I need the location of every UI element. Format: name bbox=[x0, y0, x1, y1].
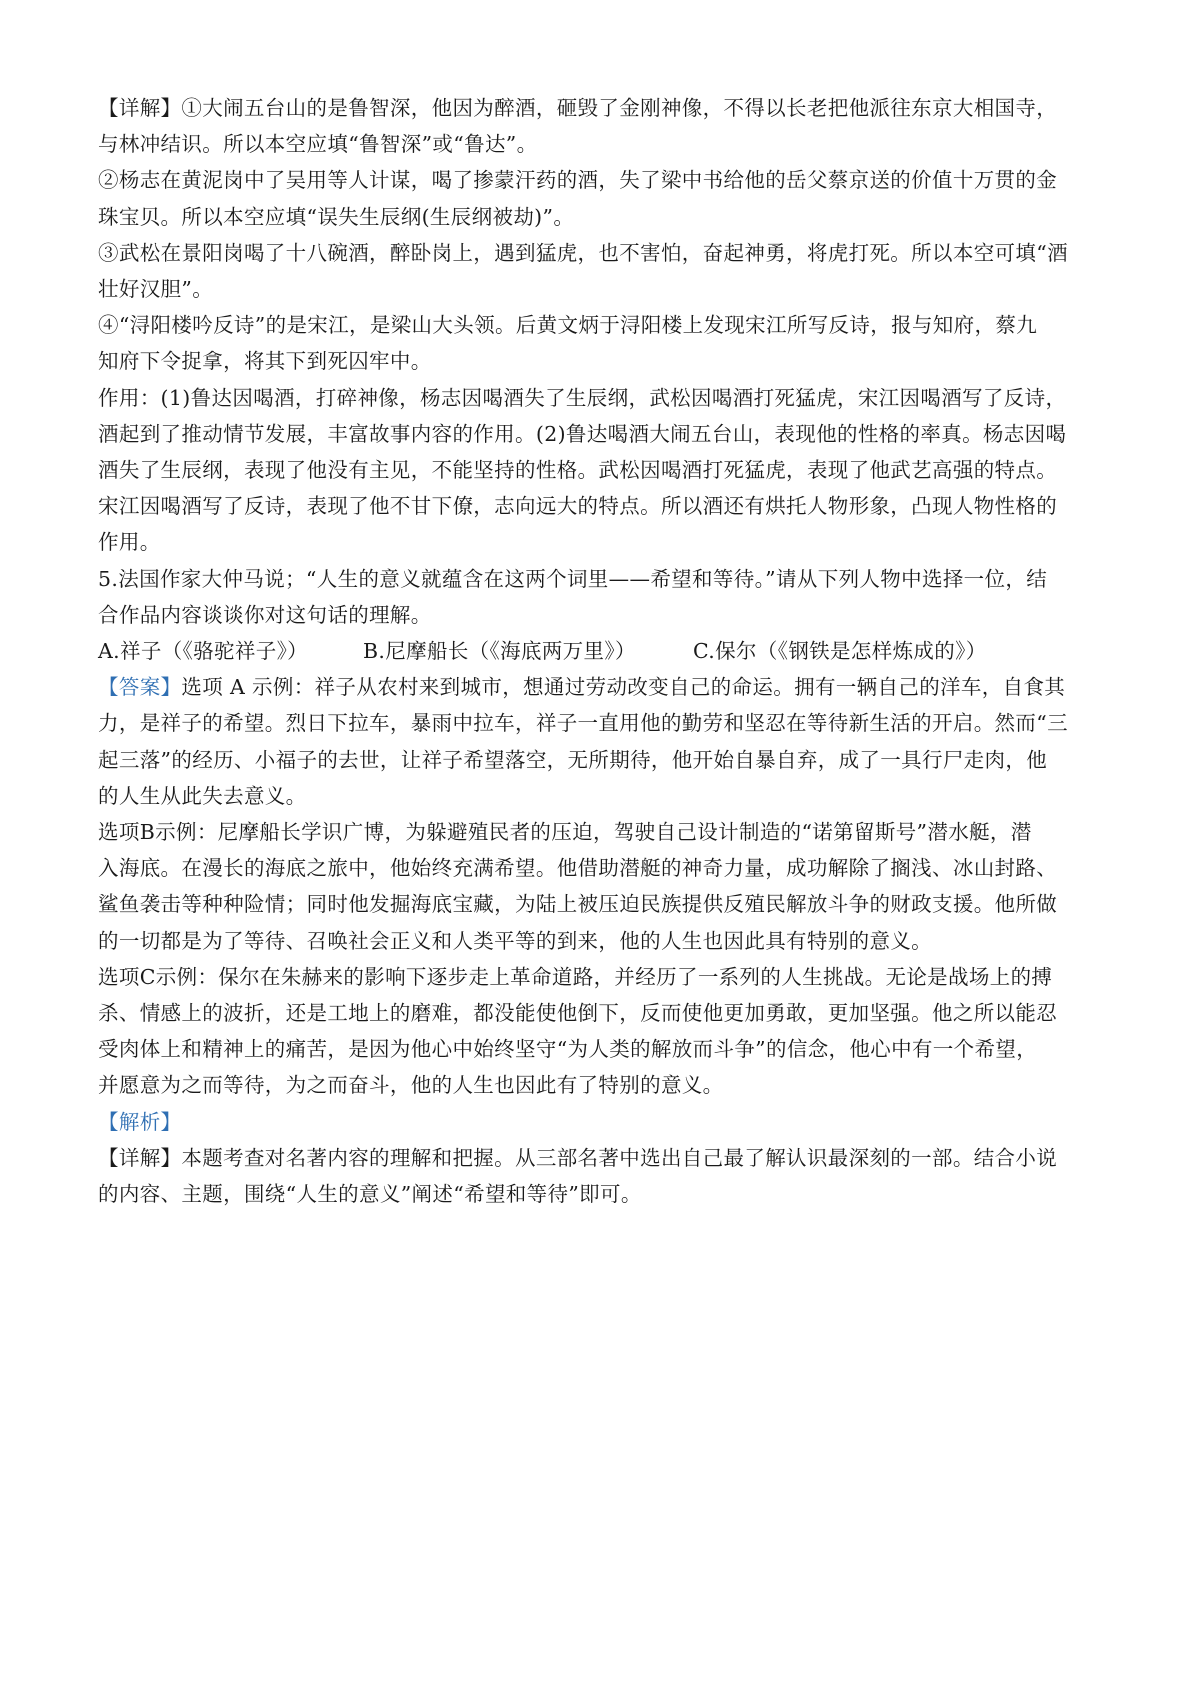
text-line: 力，是祥子的希望。烈日下拉车，暴雨中拉车，祥子一直用他的勤劳和坚忍在等待新生活的开启。然而“三 bbox=[98, 711, 1068, 736]
question-5-options bbox=[98, 633, 1108, 669]
option-a: A.祥子（《骆驼祥子》） bbox=[98, 639, 309, 664]
detail-paragraph-3 bbox=[98, 235, 1108, 307]
document-page bbox=[98, 90, 1108, 1212]
option-c: C.保尔（《钢铁是怎样炼成的》） bbox=[693, 639, 987, 664]
text-line bbox=[98, 669, 1108, 705]
text-line: 选项C示例：保尔在朱赫来的影响下逐步走上革命道路，并经历了一系列的人生挑战。无论是战场上的搏 bbox=[98, 964, 1053, 989]
text-line: 选项B示例：尼摩船长学识广博，为躲避殖民者的压迫，驾驶自己设计制造的“诺第留斯号”潜水艇，潜 bbox=[98, 820, 1032, 845]
text-line: 的内容、主题，围绕“人生的意义”阐述“希望和等待”即可。 bbox=[98, 1182, 642, 1207]
analysis-detail bbox=[98, 1140, 1108, 1212]
question-5-stem bbox=[98, 561, 1108, 633]
text-line: 酒失了生辰纲，表现了他没有主见，不能坚持的性格。武松因喝酒打死猛虎，表现了他武艺高强的特点。 bbox=[98, 458, 1058, 483]
answer-first-line: 选项 A 示例：祥子从农村来到城市，想通过劳动改变自己的命运。拥有一辆自己的洋车，自食其 bbox=[181, 675, 1066, 700]
option-b: B.尼摩船长（《海底两万里》） bbox=[363, 639, 636, 664]
text-line: 【详解】本题考查对名著内容的理解和把握。从三部名著中选出自己最了解认识最深刻的一部。结合小说 bbox=[98, 1145, 1058, 1170]
text-line: 合作品内容谈谈你对这句话的理解。 bbox=[98, 602, 432, 627]
text-line: ④“浔阳楼吟反诗”的是宋江，是梁山大头领。后黄文炳于浔阳楼上发现宋江所写反诗，报与知府，蔡九 bbox=[98, 313, 1038, 338]
text-line: 作用。 bbox=[98, 530, 161, 555]
text-line: 的一切都是为了等待、召唤社会正义和人类平等的到来，他的人生也因此具有特别的意义。 bbox=[98, 928, 932, 953]
text-line: 并愿意为之而等待，为之而奋斗，他的人生也因此有了特别的意义。 bbox=[98, 1073, 724, 1098]
text-line: 珠宝贝。所以本空应填“误失生辰纲(生辰纲被劫)”。 bbox=[98, 204, 575, 229]
answer-option-b bbox=[98, 814, 1108, 959]
text-line: 入海底。在漫长的海底之旅中，他始终充满希望。他借助潜艇的神奇力量，成功解除了搁浅、冰山封路、 bbox=[98, 856, 1058, 881]
detail-paragraph-2 bbox=[98, 162, 1108, 234]
text-line: 知府下令捉拿，将其下到死囚牢中。 bbox=[98, 349, 432, 374]
detail-paragraph-4 bbox=[98, 307, 1108, 379]
text-line: 5.法国作家大仲马说；“人生的意义就蕴含在这两个词里——希望和等待。”请从下列人物中选择一位，结 bbox=[98, 566, 1048, 591]
detail-paragraph-1 bbox=[98, 90, 1108, 162]
text-line: 【详解】①大闹五台山的是鲁智深，他因为醉酒，砸毁了金刚神像，不得以长老把他派往东京大相国寺， bbox=[98, 96, 1058, 120]
text-line: ③武松在景阳岗喝了十八碗酒，醉卧岗上，遇到猛虎，也不害怕，奋起神勇，将虎打死。所以本空可填“酒 bbox=[98, 240, 1068, 265]
text-line: 鲨鱼袭击等种种险情；同时他发掘海底宝藏，为陆上被压迫民族提供反殖民解放斗争的财政支援。他所做 bbox=[98, 892, 1058, 917]
function-paragraph bbox=[98, 380, 1108, 561]
text-line: 的人生从此失去意义。 bbox=[98, 783, 307, 808]
text-line: 作用：(1)鲁达因喝酒，打碎神像，杨志因喝酒失了生辰纲，武松因喝酒打死猛虎，宋江因喝酒写了反诗， bbox=[98, 385, 1067, 410]
text-line: 杀、情感上的波折，还是工地上的磨难，都没能使他倒下，反而使他更加勇敢，更加坚强。他之所以能忍 bbox=[98, 1001, 1058, 1026]
text-line: ②杨志在黄泥岗中了吴用等人计谋，喝了掺蒙汗药的酒，失了梁中书给他的岳父蔡京送的价值十万贯的金 bbox=[98, 168, 1058, 193]
text-line: 酒起到了推动情节发展，丰富故事内容的作用。(2)鲁达喝酒大闹五台山，表现他的性格的率真。杨志因喝 bbox=[98, 421, 1067, 446]
text-line: 起三落”的经历、小福子的去世，让祥子希望落空，无所期待，他开始自暴自弃，成了一具行尸走肉，他 bbox=[98, 747, 1048, 772]
analysis-tag: 【解析】 bbox=[98, 1109, 182, 1134]
text-line: 与林冲结识。所以本空应填“鲁智深”或“鲁达”。 bbox=[98, 132, 538, 157]
answer-option-c bbox=[98, 959, 1108, 1104]
text-line: 受肉体上和精神上的痛苦，是因为他心中始终坚守“为人类的解放而斗争”的信念，他心中有一个希望， bbox=[98, 1037, 1038, 1062]
text-line: 壮好汉胆”。 bbox=[98, 277, 214, 302]
answer-option-a bbox=[98, 669, 1108, 814]
answer-tag: 【答案】 bbox=[98, 675, 182, 700]
text-line: 宋江因喝酒写了反诗，表现了他不甘下僚，志向远大的特点。所以酒还有烘托人物形象，凸现人物性格的 bbox=[98, 494, 1058, 519]
